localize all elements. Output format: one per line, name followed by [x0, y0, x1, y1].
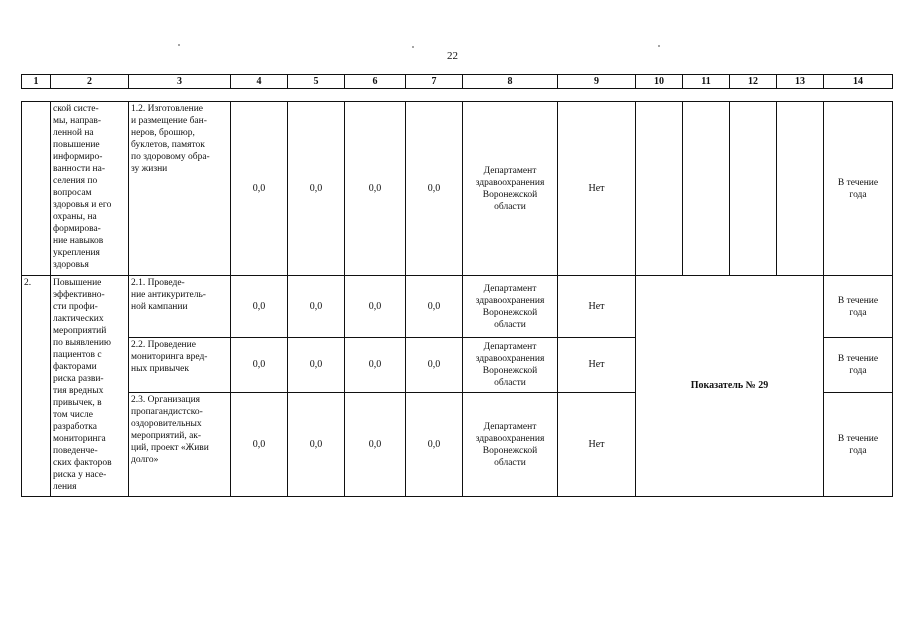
- empty-cell: [777, 102, 824, 276]
- period-cell: В течение года: [824, 102, 893, 276]
- scan-speck: [658, 45, 660, 47]
- task-description: ской систе- мы, направ- ленной на повышение информиро- ванности на- селения по вопросам здоровья и его охраны, на формирова- ние навыков укрепления здоровья: [51, 102, 129, 276]
- row-number-cell: [22, 102, 51, 276]
- section-number: 2.: [22, 276, 51, 497]
- header-col-5: 5: [288, 75, 345, 89]
- header-col-14: 14: [824, 75, 893, 89]
- value-col-7: 0,0: [406, 393, 463, 497]
- header-col-8: 8: [463, 75, 558, 89]
- header-col-9: 9: [558, 75, 636, 89]
- activity-cell: 1.2. Изготовление и размещение бан- неров, брошюр, буклетов, памяток по здоровому обра- зу жизни: [129, 102, 231, 276]
- page-number: 22: [447, 50, 458, 62]
- department-cell: Департамент здравоохранения Воронежской области: [463, 338, 558, 393]
- department-cell: Департамент здравоохранения Воронежской области: [463, 102, 558, 276]
- scan-speck: [412, 46, 414, 48]
- value-col-5: 0,0: [288, 102, 345, 276]
- value-col-6: 0,0: [345, 276, 406, 338]
- value-col-7: 0,0: [406, 276, 463, 338]
- period-cell: В течение года: [824, 276, 893, 338]
- empty-cell: [636, 102, 683, 276]
- table-row: [22, 276, 893, 338]
- department-cell: Департамент здравоохранения Воронежской области: [463, 276, 558, 338]
- header-col-10: 10: [636, 75, 683, 89]
- header-col-7: 7: [406, 75, 463, 89]
- value-col-6: 0,0: [345, 102, 406, 276]
- header-col-11: 11: [683, 75, 730, 89]
- activity-cell: 2.3. Организация пропагандистско- оздоровительных мероприятий, ак- ций, проект «Живи долго»: [129, 393, 231, 497]
- header-col-13: 13: [777, 75, 824, 89]
- department-cell: Департамент здравоохранения Воронежской области: [463, 393, 558, 497]
- header-col-6: 6: [345, 75, 406, 89]
- indicator-cell: Показатель № 29: [636, 276, 824, 497]
- empty-cell: [730, 102, 777, 276]
- header-col-2: 2: [51, 75, 129, 89]
- activity-cell: 2.2. Проведение мониторинга вред- ных привычек: [129, 338, 231, 393]
- table-row: [22, 102, 893, 276]
- value-col-4: 0,0: [231, 338, 288, 393]
- value-col-6: 0,0: [345, 338, 406, 393]
- value-col-6: 0,0: [345, 393, 406, 497]
- col9-cell: Нет: [558, 276, 636, 338]
- value-col-7: 0,0: [406, 338, 463, 393]
- value-col-5: 0,0: [288, 276, 345, 338]
- empty-cell: [683, 102, 730, 276]
- scan-speck: [178, 44, 180, 46]
- col9-cell: Нет: [558, 102, 636, 276]
- header-col-12: 12: [730, 75, 777, 89]
- column-number-header: [21, 74, 893, 89]
- value-col-4: 0,0: [231, 393, 288, 497]
- value-col-4: 0,0: [231, 276, 288, 338]
- value-col-7: 0,0: [406, 102, 463, 276]
- period-cell: В течение года: [824, 393, 893, 497]
- section-title: Повышение эффективно- сти профи- лактических мероприятий по выявлению пациентов с факторами риска разви- тия вредных привычек, в том числе разработка мониторинга поведенче- ских факторов риска у насе- ления: [51, 276, 129, 497]
- header-col-1: 1: [22, 75, 51, 89]
- value-col-4: 0,0: [231, 102, 288, 276]
- program-table: [21, 101, 893, 497]
- activity-cell: 2.1. Проведе- ние антикуритель- ной кампании: [129, 276, 231, 338]
- header-col-4: 4: [231, 75, 288, 89]
- header-col-3: 3: [129, 75, 231, 89]
- col9-cell: Нет: [558, 338, 636, 393]
- period-cell: В течение года: [824, 338, 893, 393]
- col9-cell: Нет: [558, 393, 636, 497]
- value-col-5: 0,0: [288, 393, 345, 497]
- value-col-5: 0,0: [288, 338, 345, 393]
